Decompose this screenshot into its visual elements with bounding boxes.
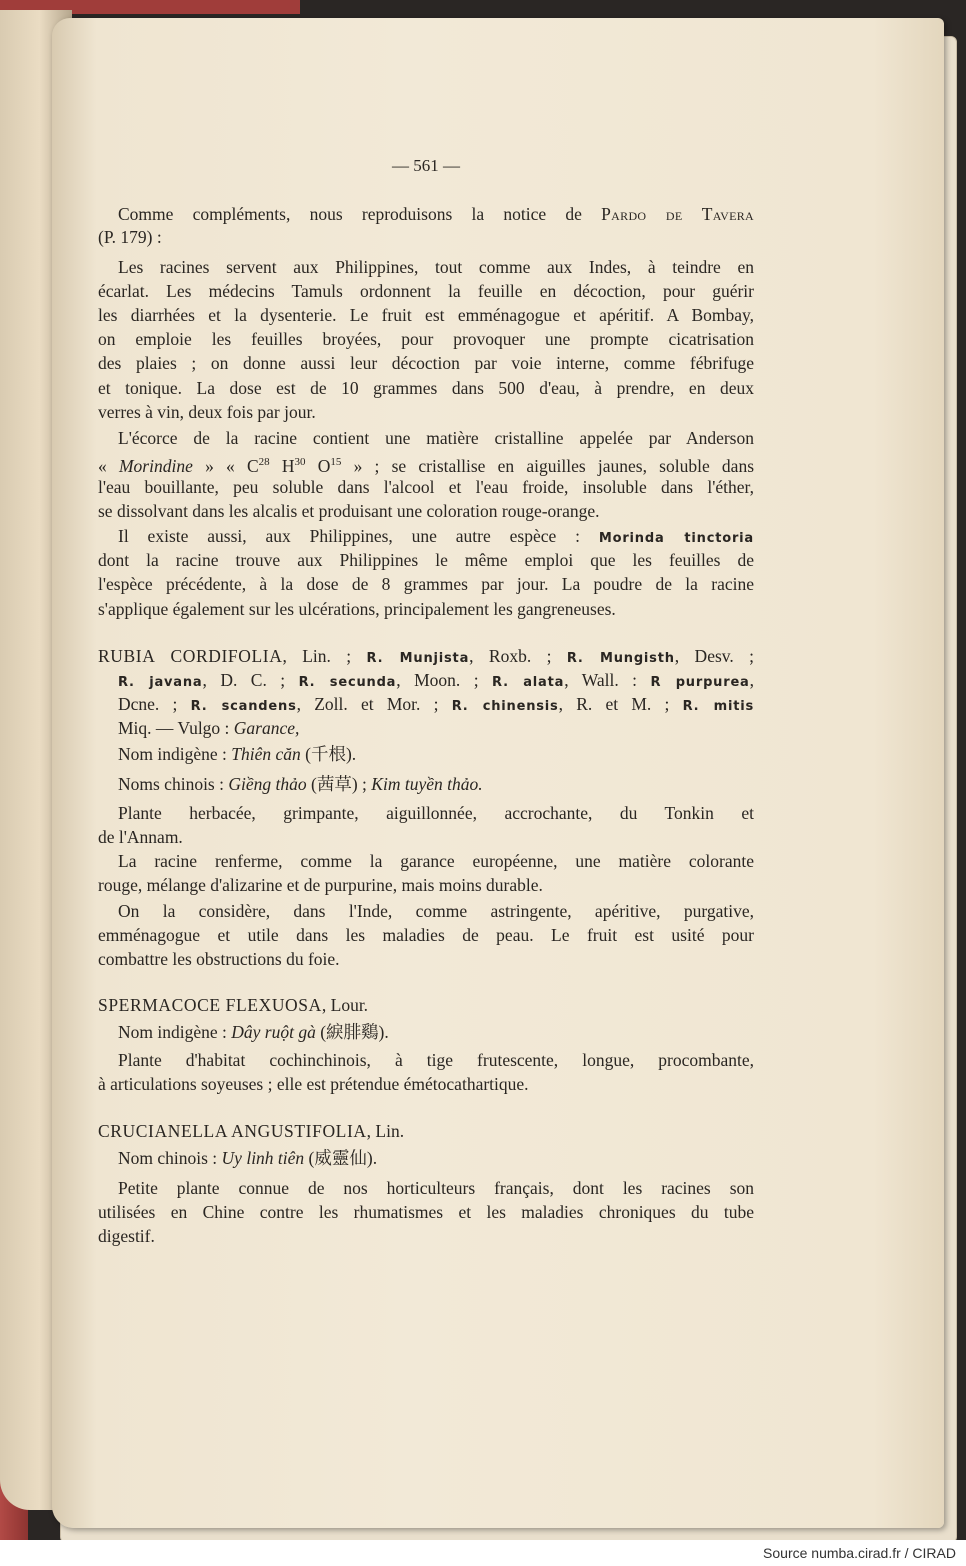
rubia-indigenous-name: Nom indigène : Thiên căn (千根). <box>118 744 357 764</box>
intro-line: verres à vin, deux fois par jour. <box>98 402 316 422</box>
source-credit: Source numba.cirad.fr / CIRAD <box>763 1545 956 1561</box>
spermacoce-desc-line: Plante d'habitat cochinchinois, à tige frutescente, longue, procombante, <box>118 1050 754 1070</box>
rubia-synonym-line: Dcne. ; R. scandens, Zoll. et Mor. ; R. chinensis, R. et M. ; R. mitis <box>118 694 755 714</box>
author-name: Pardo de Tavera <box>601 204 755 224</box>
rubia-desc-line: On la considère, dans l'Inde, comme astringente, apéritive, purgative, <box>118 901 754 921</box>
spermacoce-desc-line: à articulations soyeuses ; elle est prétendue émétocathartique. <box>98 1074 529 1094</box>
rubia-desc-line: La racine renferme, comme la garance européenne, une matière colorante <box>118 851 754 871</box>
intro-line: et tonique. La dose est de 10 grammes dans 500 d'eau, à prendre, en deux <box>98 378 754 398</box>
entry-heading: RUBIA CORDIFOLIA <box>98 646 283 666</box>
intro-line: se dissolvant dans les alcalis et produisant une coloration rouge-orange. <box>98 501 600 521</box>
page-number: — 561 — <box>392 156 460 175</box>
entry-heading: SPERMACOCE FLEXUOSA <box>98 995 322 1015</box>
rubia-heading-line: RUBIA CORDIFOLIA, Lin. ; R. Munjista, Roxb. ; R. Mungisth, Desv. ; <box>98 646 755 666</box>
intro-line: (P. 179) : <box>98 227 162 247</box>
intro-line: s'applique également sur les ulcérations, principalement les gangreneuses. <box>98 599 616 619</box>
intro-line: « Morindine » « $C^{28}$ $H^{30}$ $O^{15}$ » ; se cristallise en aiguilles jaunes, soluble dans <box>98 455 755 476</box>
rubia-vulgo-line: Miq. — Vulgo : Garance, <box>118 718 300 738</box>
intro-line: écarlat. Les médecins Tamuls ordonnent la feuille en décoction, pour guérir <box>98 281 754 301</box>
compound-name: Morindine <box>118 455 193 476</box>
rubia-desc-line: rouge, mélange d'alizarine et de purpurine, mais moins durable. <box>98 875 543 895</box>
entry-heading: CRUCIANELLA ANGUSTIFOLIA <box>98 1121 367 1141</box>
intro-line: des plaies ; on donne aussi leur décoction par voie interne, comme fébrifuge <box>98 353 754 373</box>
intro-line: Comme compléments, nous reproduisons la notice de Pardo de Tavera <box>118 204 755 224</box>
rubia-desc-line: de l'Annam. <box>98 827 183 847</box>
rubia-desc-line: emménagogue et utile dans les maladies de peau. Le fruit est usité pour <box>98 925 754 945</box>
intro-line: on emploie les feuilles broyées, pour provoquer une prompte cicatrisation <box>98 329 754 349</box>
intro-line: Il existe aussi, aux Philippines, une autre espèce : Morinda tinctoria <box>118 526 754 546</box>
crucianella-desc-line: utilisées en Chine contre les rhumatismes et les maladies chroniques du tube <box>98 1202 754 1222</box>
crucianella-desc-line: digestif. <box>98 1226 155 1246</box>
intro-line: l'espèce précédente, à la dose de 8 grammes par jour. La poudre de la racine <box>98 574 754 594</box>
species-name: Morinda tinctoria <box>598 531 754 546</box>
rubia-synonym-line: R. javana, D. C. ; R. secunda, Moon. ; R. alata, Wall. : R purpurea, <box>118 670 755 690</box>
rubia-desc-line: Plante herbacée, grimpante, aiguillonnée, accrochante, du Tonkin et <box>118 803 754 823</box>
intro-line: Les racines servent aux Philippines, tout comme aux Indes, à teindre en <box>118 257 754 277</box>
rubia-chinese-names: Noms chinois : Giềng thảo (茜草) ; Kim tuyền thảo. <box>118 774 483 794</box>
crucianella-heading-line: CRUCIANELLA ANGUSTIFOLIA, Lin. <box>98 1121 405 1141</box>
spermacoce-indigenous-name: Nom indigène : Dây ruột gà (綟腓鷄). <box>118 1022 389 1042</box>
intro-line: l'eau bouillante, peu soluble dans l'alcool et l'eau froide, insoluble dans l'éther, <box>98 477 754 497</box>
intro-line: dont la racine trouve aux Philippines le même emploi que les feuilles de <box>98 550 754 570</box>
intro-line: L'écorce de la racine contient une matière cristalline appelée par Anderson <box>118 428 754 448</box>
rubia-desc-line: combattre les obstructions du foie. <box>98 949 340 969</box>
spermacoce-heading-line: SPERMACOCE FLEXUOSA, Lour. <box>98 995 369 1015</box>
crucianella-chinese-name: Nom chinois : Uy linh tiên (威靈仙). <box>118 1148 378 1168</box>
intro-line: les diarrhées et la dysenterie. Le fruit est emménagogue et apéritif. A Bombay, <box>98 305 754 325</box>
crucianella-desc-line: Petite plante connue de nos horticulteurs français, dont les racines son <box>118 1178 754 1198</box>
